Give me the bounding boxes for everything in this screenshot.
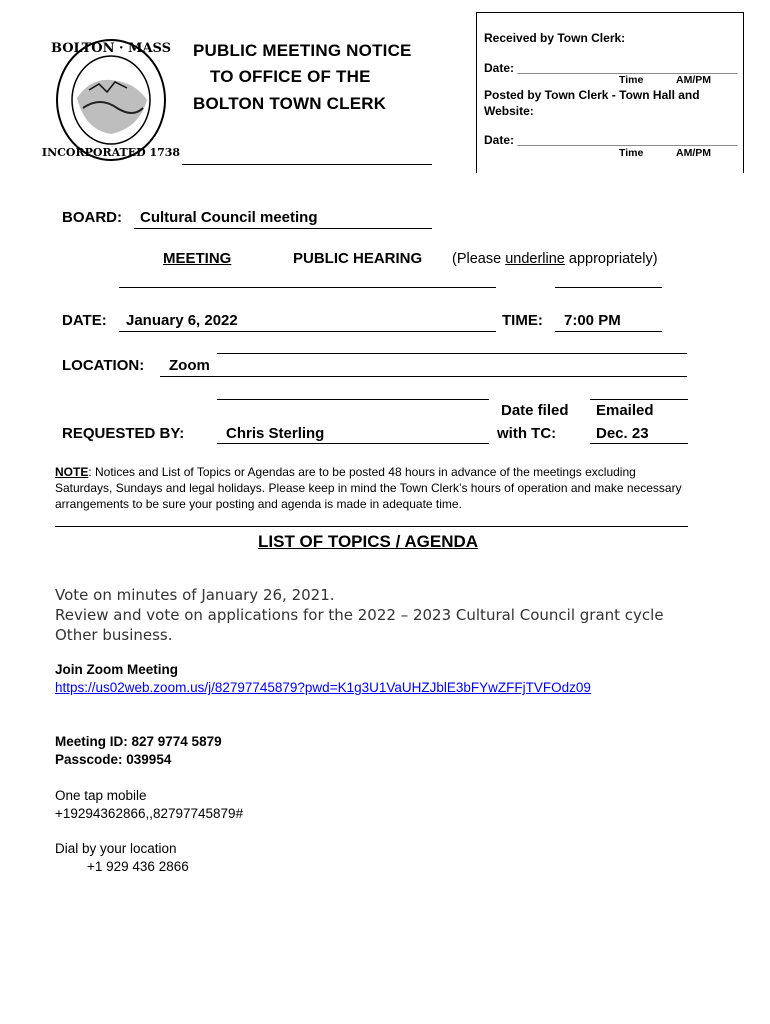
instruction-prefix: (Please: [452, 251, 506, 267]
location-label: LOCATION:: [62, 357, 145, 374]
received-date-line: Date: _________________________________: [484, 61, 738, 75]
requested-line-top: [217, 399, 489, 400]
time-label: TIME:: [502, 312, 543, 329]
one-tap-number: +19294362866,,82797745879#: [55, 806, 244, 821]
date-filed-label-l2: with TC:: [497, 425, 557, 442]
dial-number: +1 929 436 2866: [87, 859, 189, 874]
received-label: Received by Town Clerk:: [484, 31, 626, 45]
date-label: DATE:: [62, 312, 107, 329]
notice-title-line3: BOLTON TOWN CLERK: [193, 94, 387, 113]
agenda-item: Vote on minutes of January 26, 2021.: [55, 586, 335, 604]
board-value: Cultural Council meeting: [140, 209, 318, 226]
note-label: NOTE: [55, 465, 89, 479]
meeting-option: MEETING: [163, 250, 232, 267]
notice-title-line1: PUBLIC MEETING NOTICE: [193, 41, 412, 60]
posted-ampm-label: AM/PM: [676, 147, 711, 159]
emailed-date: Dec. 23: [596, 425, 649, 442]
join-zoom-heading: Join Zoom Meeting: [55, 662, 178, 677]
requested-label: REQUESTED BY:: [62, 425, 185, 442]
emailed-label: Emailed: [596, 402, 654, 419]
agenda-list: [55, 585, 755, 645]
seal-bottom-text: INCORPORATED 1738: [41, 146, 181, 159]
requested-value: Chris Sterling: [226, 425, 325, 442]
location-underline: [160, 376, 687, 377]
board-label: BOARD:: [62, 209, 122, 226]
date-value: January 6, 2022: [126, 312, 238, 329]
seal-top-text: BOLTON · MASS: [50, 41, 172, 56]
agenda-item: Other business.: [55, 626, 173, 644]
received-ampm-label: AM/PM: [676, 74, 711, 86]
emailed-line-top: [590, 399, 688, 400]
one-tap-label: One tap mobile: [55, 788, 147, 803]
board-underline: [134, 228, 432, 229]
instruction-underline-word: underline: [505, 251, 565, 267]
date-underline: [119, 331, 496, 332]
town-seal: [41, 38, 181, 162]
date-filed-label-l1: Date filed: [501, 402, 569, 419]
requested-underline: [217, 443, 489, 444]
location-value: Zoom: [169, 357, 210, 374]
type-line-right: [555, 287, 662, 288]
meeting-id: Meeting ID: 827 9774 5879: [55, 734, 222, 749]
emailed-underline: [590, 443, 688, 444]
note-text: : Notices and List of Topics or Agendas are to be posted 48 hours in advance of the meetings excluding Saturdays, Sundays and legal holidays. Please keep in mind the Town Clerk’s hours of operation and make necessary arrangements to be sure your posting and agenda is made in adequate time.: [55, 465, 682, 511]
posted-date-line: Date: _________________________________: [484, 133, 738, 147]
passcode: Passcode: 039954: [55, 752, 172, 767]
location-line-top: [217, 353, 687, 354]
posting-note: [55, 464, 695, 512]
time-value: 7:00 PM: [564, 312, 621, 329]
posted-label: Posted by Town Clerk - Town Hall and: [484, 88, 700, 102]
website-label: Website:: [484, 104, 534, 118]
instruction-suffix: appropriately): [564, 251, 658, 267]
agenda-item: Review and vote on applications for the 2022 – 2023 Cultural Council grant cycle: [55, 606, 664, 624]
agenda-divider: [55, 526, 688, 527]
posted-time-label: Time: [619, 147, 644, 159]
type-line-left: [119, 287, 496, 288]
zoom-meeting-link[interactable]: https://us02web.zoom.us/j/82797745879?pwd=K1g3U1VaUHZJblE3bFYwZFFjTVFOdz09: [55, 680, 591, 695]
dial-label: Dial by your location: [55, 841, 177, 856]
public-hearing-option: PUBLIC HEARING: [293, 250, 423, 267]
header-underline: [182, 164, 432, 165]
received-time-label: Time: [619, 74, 644, 86]
notice-title-line2: TO OFFICE OF THE: [210, 67, 371, 86]
agenda-title: LIST OF TOPICS / AGENDA: [258, 532, 479, 551]
underline-instruction: [452, 251, 658, 267]
time-underline: [555, 331, 662, 332]
